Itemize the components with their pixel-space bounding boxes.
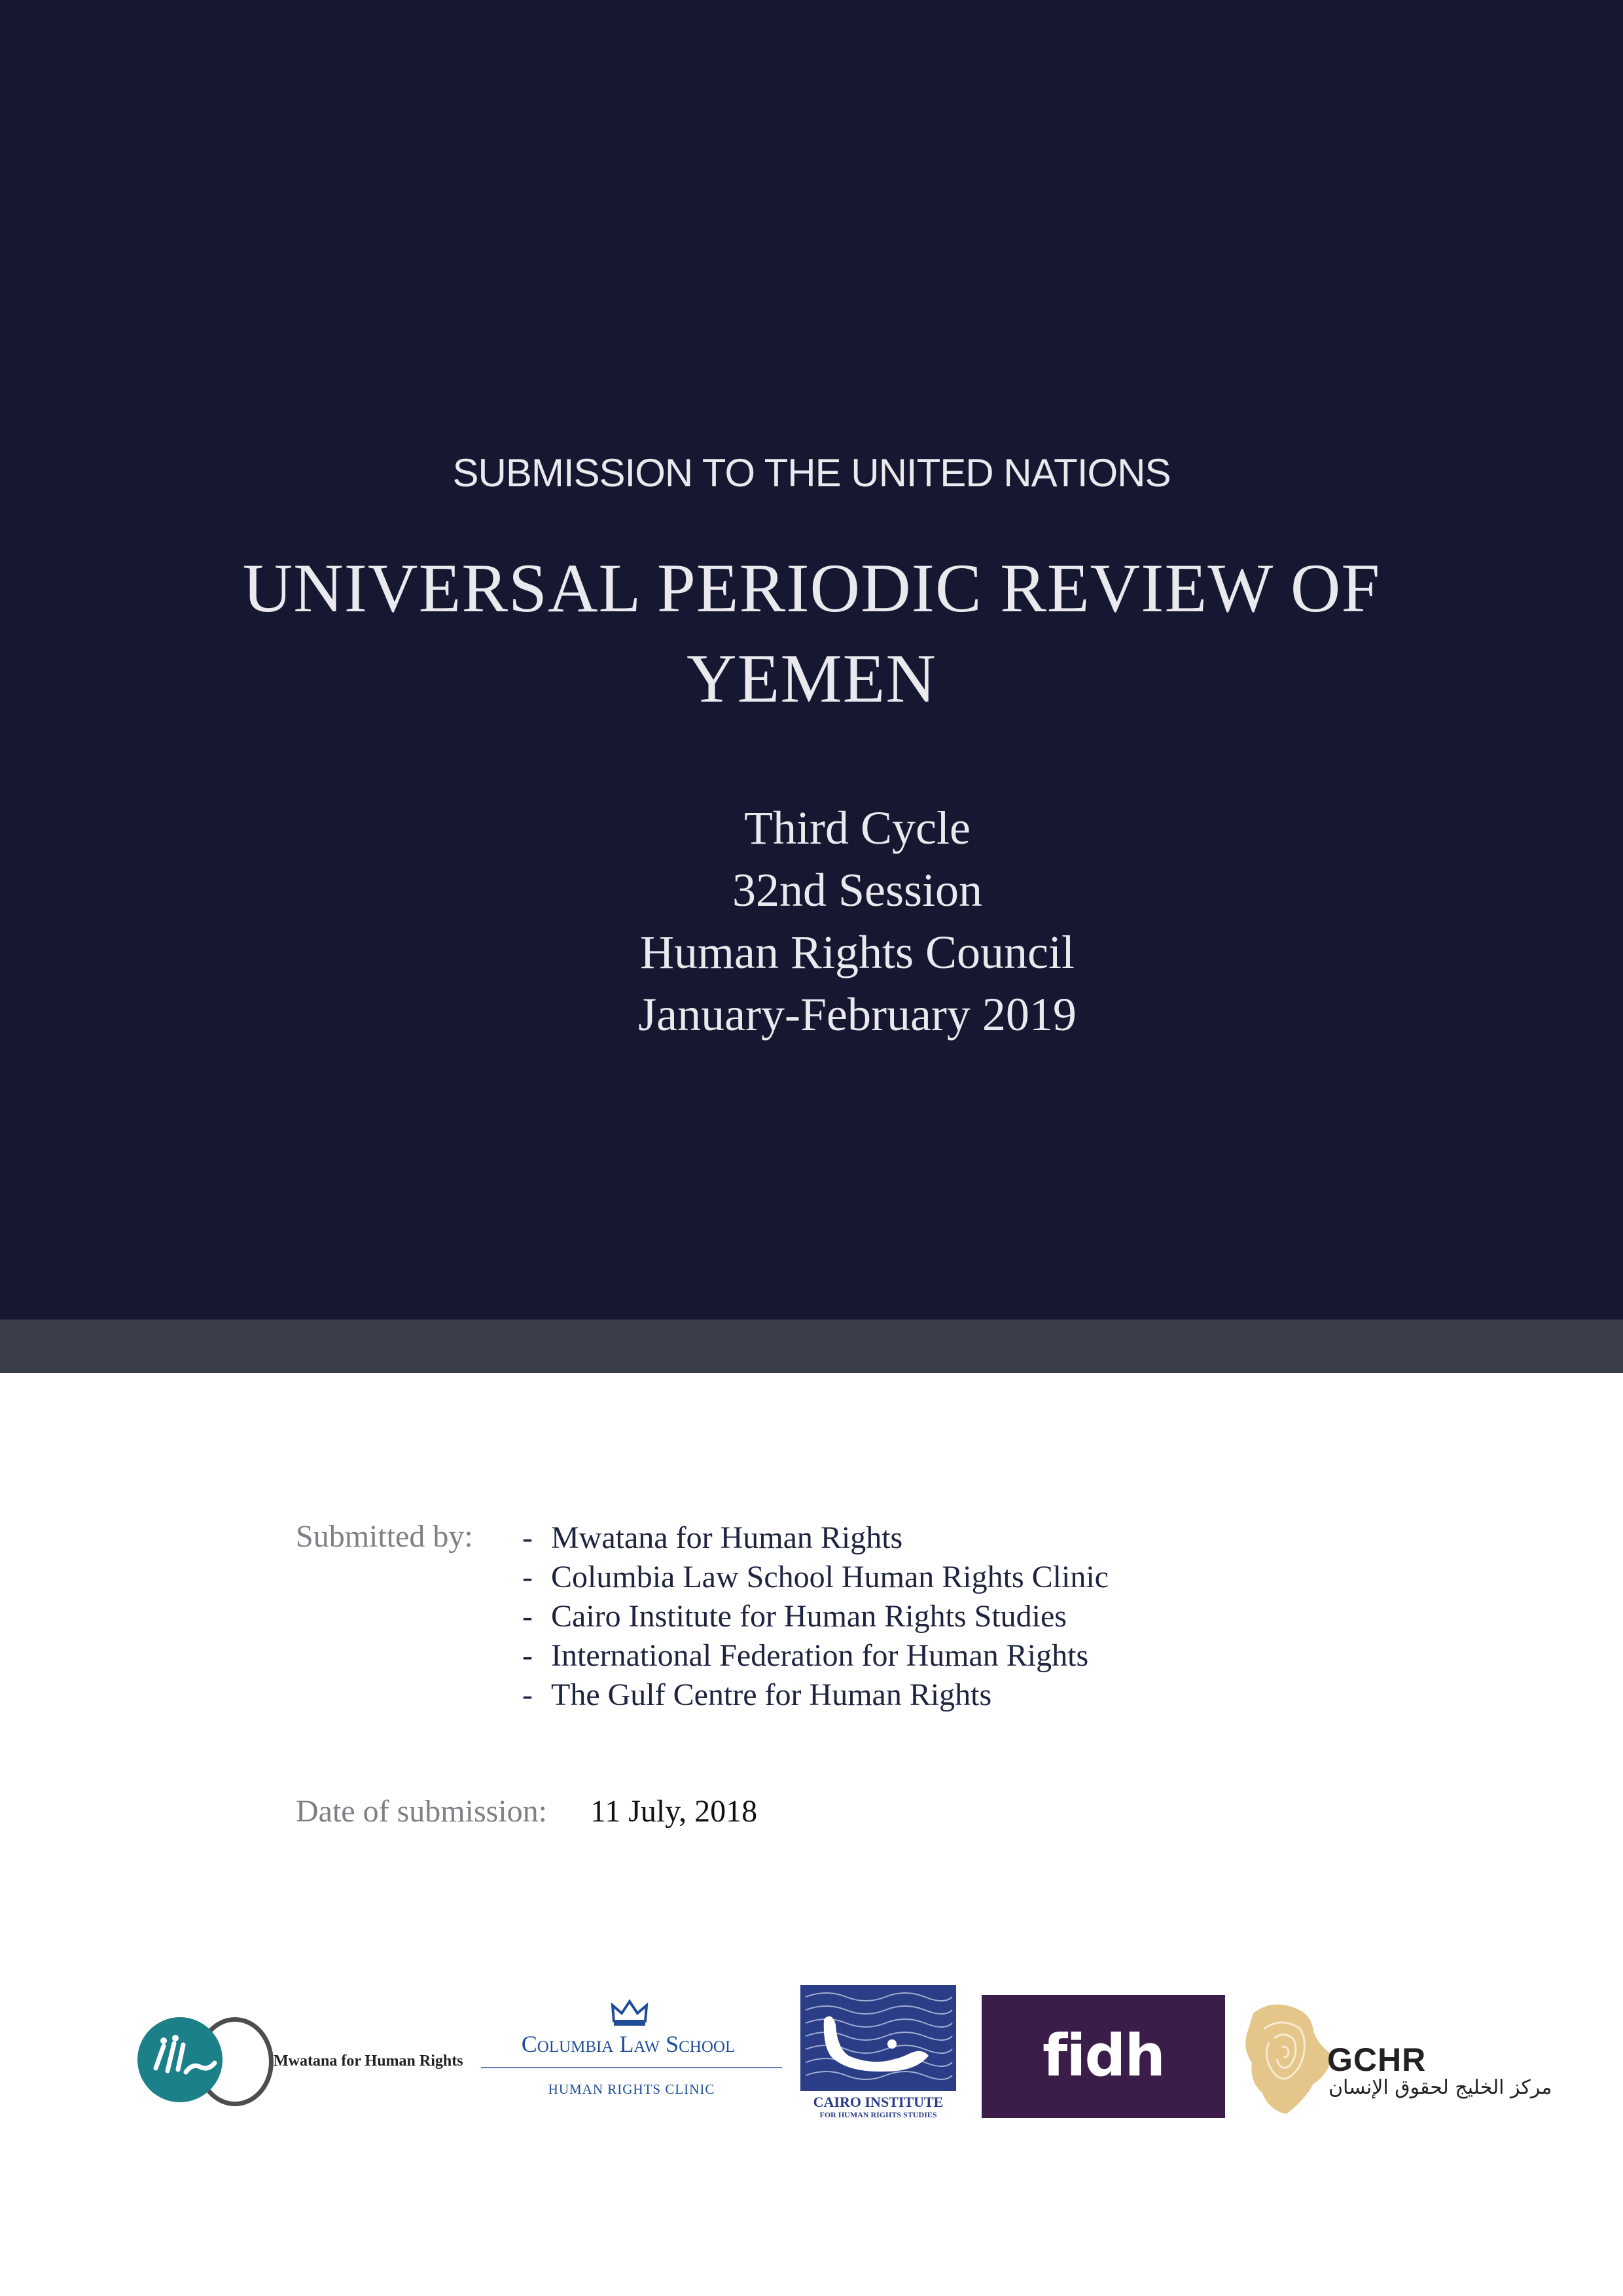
date-label: Date of submission: <box>296 1794 547 1829</box>
organization-list <box>522 1518 1109 1715</box>
cover-band <box>0 1319 1623 1373</box>
detail-council: Human Rights Council <box>640 926 1075 978</box>
gulf-map-icon <box>1240 1995 1338 2123</box>
title-line-1: UNIVERSAL PERIODIC REVIEW OF <box>242 550 1381 626</box>
organization-item: - International Federation for Human Rights <box>522 1638 1089 1673</box>
detail-dates: January-February 2019 <box>638 988 1077 1041</box>
title-line-2: YEMEN <box>687 640 936 717</box>
gchr-logo-arabic: مركز الخليج لحقوق الإنسان <box>1329 2076 1552 2099</box>
columbia-logo-subtitle: HUMAN RIGHTS CLINIC <box>548 2081 715 2097</box>
detail-session: 32nd Session <box>732 864 983 916</box>
columbia-logo-name: Columbia Law School <box>521 2031 736 2057</box>
crown-icon <box>610 1999 649 2030</box>
cover-kicker: SUBMISSION TO THE UNITED NATIONS <box>452 451 1171 495</box>
detail-cycle: Third Cycle <box>744 802 971 854</box>
fidh-logo <box>982 1995 1225 2118</box>
cairo-logo-text <box>800 2094 956 2119</box>
organization-item: - Mwatana for Human Rights <box>522 1520 903 1555</box>
organization-item: - Cairo Institute for Human Rights Studies <box>522 1599 1067 1634</box>
cairo-logo-line-2: FOR HUMAN RIGHTS STUDIES <box>819 2110 937 2119</box>
cairo-calligraphy-icon <box>800 1985 956 2091</box>
cover-title <box>0 543 1623 724</box>
mwatana-emblem-icon <box>137 2017 223 2102</box>
date-value: 11 July, 2018 <box>590 1794 758 1829</box>
organization-item: - Columbia Law School Human Rights Clinic <box>522 1560 1109 1594</box>
gchr-logo-text: GCHR <box>1327 2041 1427 2078</box>
mwatana-logo-text: Mwatana for Human Rights <box>274 2053 463 2070</box>
cover-details <box>46 797 1623 1046</box>
cairo-logo-line-1: CAIRO INSTITUTE <box>813 2094 944 2110</box>
fidh-logo-text: fidh <box>1042 2022 1165 2089</box>
columbia-logo-rule <box>481 2067 782 2068</box>
submitted-by-label: Submitted by: <box>296 1519 473 1554</box>
organization-item: - The Gulf Centre for Human Rights <box>522 1677 992 1712</box>
